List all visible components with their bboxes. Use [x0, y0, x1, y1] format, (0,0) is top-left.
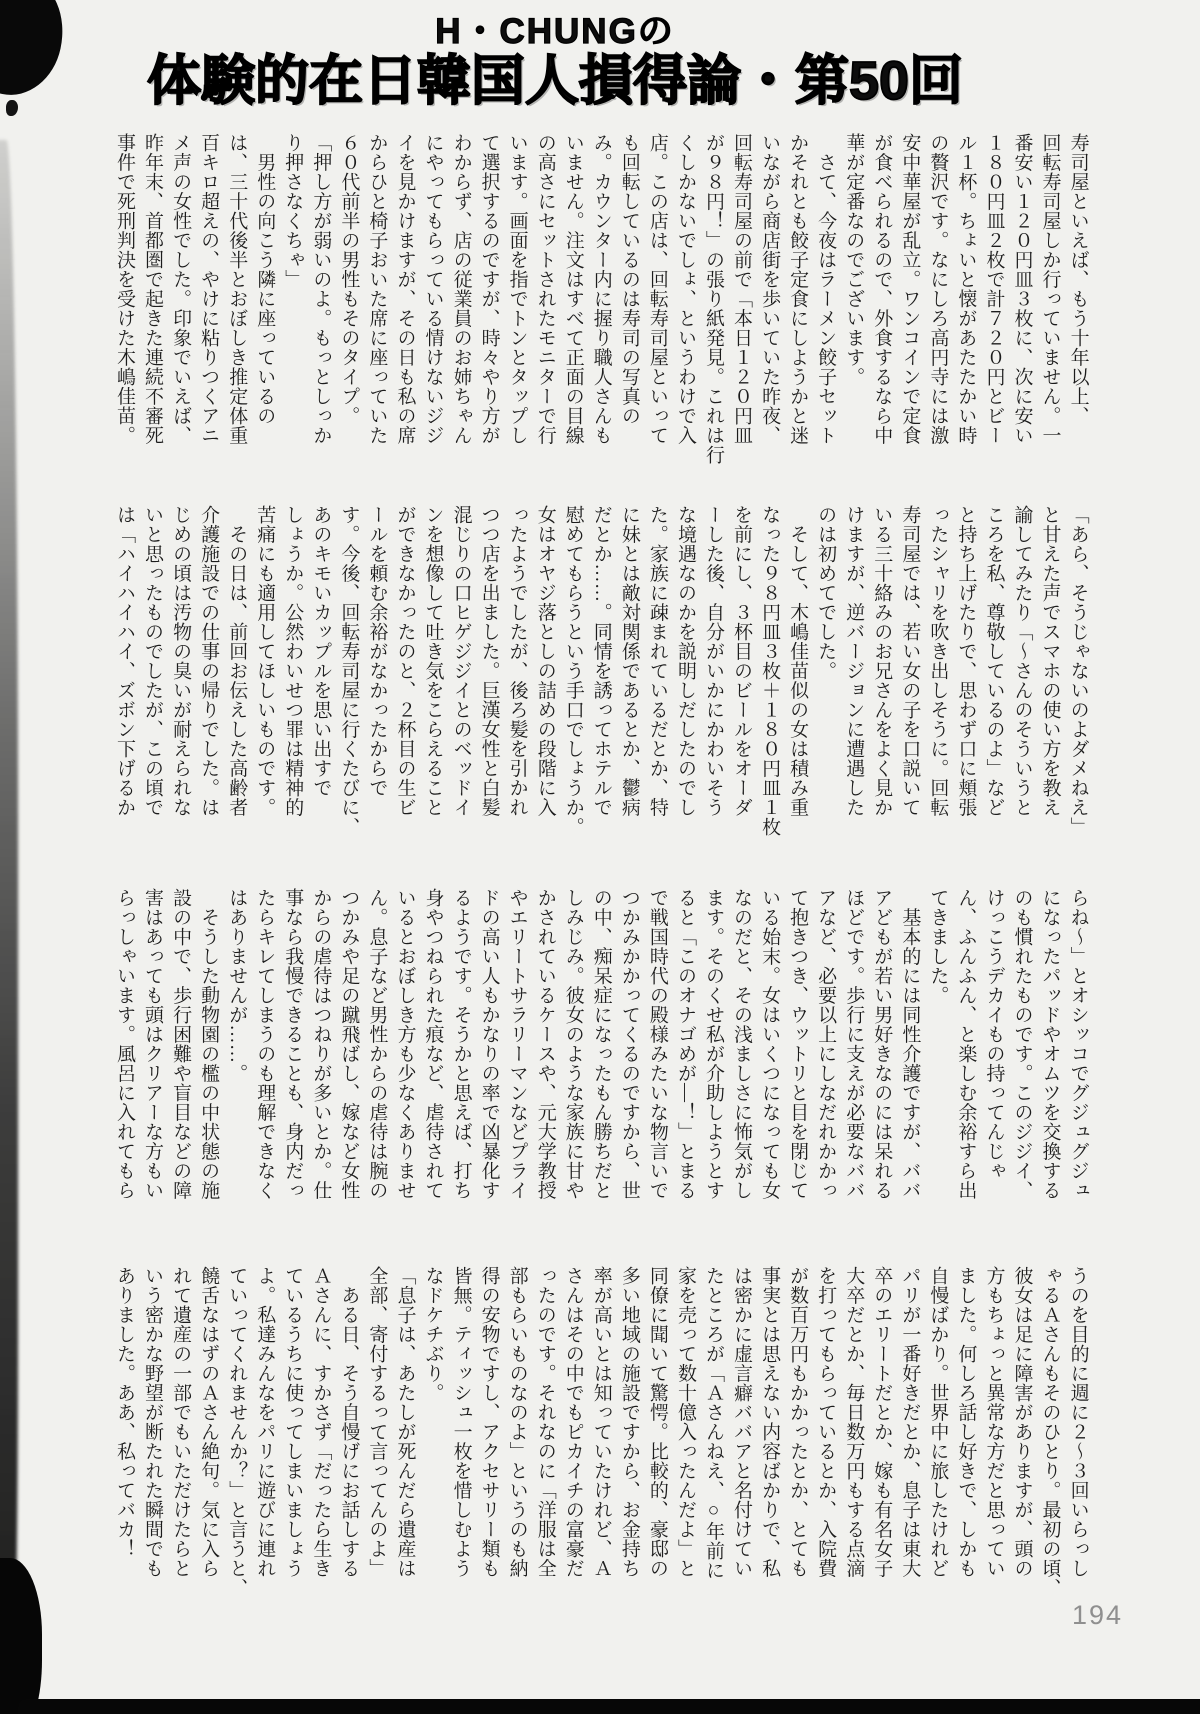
text-column: を打ってもらっているとか、入院費: [815, 1266, 837, 1578]
text-column: 饒舌なはずのＡさん絶句。気に入ら: [198, 1266, 220, 1578]
text-column: はありませんが……。: [226, 888, 248, 1083]
text-column: よ。私達みんなをパリに遊びに連れ: [254, 1266, 276, 1578]
text-column: 害はあっても頭はクリアーな方もい: [142, 888, 164, 1200]
text-column: けっこうデカイもの持ってんじゃ: [983, 888, 1005, 1181]
text-column: 家を売って数十億入ったんだよ」と: [674, 1266, 696, 1578]
text-column: になったパッドやオムツを交換する: [1039, 888, 1061, 1200]
text-column: その日は、前回お伝えした高齢者: [226, 505, 248, 817]
text-column: ました。何しろ話し好きで、しかも: [955, 1266, 977, 1578]
text-column: 皆無。ティッシュ一枚を惜しむよう: [450, 1266, 472, 1578]
text-column: 諭してみたり「～さんのそういうと: [1011, 505, 1033, 817]
text-column: ーした後、自分がいかにかわいそう: [702, 505, 724, 817]
text-column: ん。息子など男性からの虐待は腕の: [366, 888, 388, 1200]
text-column: 寿司屋といえば、もう十年以上、: [1067, 133, 1089, 426]
article-header: [60, 14, 1050, 109]
text-column: らっしゃいます。風呂に入れてもら: [114, 888, 135, 1200]
text-column: ある日、そう自慢げにお話しする: [338, 1266, 360, 1578]
text-column: 介護施設での仕事の帰りでした。は: [198, 505, 220, 817]
text-column: す。今後、回転寿司屋に行くたびに、: [338, 505, 360, 837]
text-column: を前にし、３杯目のビールをオーダ: [731, 505, 753, 817]
text-section-3: [110, 888, 1092, 1233]
text-column: あのキモいカップルを思い出すで: [310, 505, 332, 798]
text-column: の贅沢です。なにしろ高円寺には激: [927, 133, 949, 445]
text-column: くしかないでしょ、というわけで入: [674, 133, 696, 445]
text-column: 基本的には同性介護ですが、ババ: [899, 888, 921, 1200]
text-column: ころを私、尊敬しているのよ」など: [983, 505, 1005, 817]
scan-speck-top-left: [6, 100, 18, 116]
text-column: で戦国時代の殿様みたいな物言いで: [646, 888, 668, 1200]
text-column: 同僚に聞いて驚愕。比較的、豪邸の: [646, 1266, 668, 1578]
text-column: 事実とは思えない内容ばかりで、私: [759, 1266, 781, 1578]
column-title: 体験的在日韓国人損得論・第50回: [146, 50, 964, 111]
text-column: いながら商店街を歩いていた昨夜、: [759, 133, 781, 445]
text-column: のも慣れたものです。このジジイ、: [1011, 888, 1033, 1200]
text-section-2: [110, 505, 1092, 850]
text-column: て抱きつき、ウットリと目を閉じて: [787, 888, 809, 1200]
text-column: れて遺産の一部でもいただけたらと: [170, 1266, 192, 1578]
text-column: さて、今夜はラーメン餃子セット: [815, 133, 837, 445]
text-column: だとか……。同情を誘ってホテルで: [590, 505, 612, 817]
text-column: ます。そのくせ私が介助しようとす: [702, 888, 724, 1200]
text-column: 自慢ばかり。世界中に旅したけれど: [927, 1266, 949, 1578]
text-column: いと思ったものでしたが、この頃で: [142, 505, 164, 817]
text-column: 全部、寄付するって言ってんのよ」: [366, 1266, 388, 1578]
text-column: 安中華屋が乱立。ワンコインで定食: [899, 133, 921, 445]
text-column: からひと椅子おいた席に座っていた: [366, 133, 388, 445]
text-column: 「押し方が弱いのよ。もっとしっか: [310, 133, 332, 445]
text-column: て選択するのですが、時々やり方が: [478, 133, 500, 445]
text-column: つつ店を出ました。巨漢女性と白髪: [478, 505, 500, 817]
text-column: ほどです。歩行に支えが必要なババ: [843, 888, 865, 1200]
text-column: 百キロ超えの、やけに粘りつくアニ: [198, 133, 220, 445]
text-column: メ声の女性でした。印象でいえば、: [170, 133, 192, 445]
text-column: ると「このオナゴめが―！」とまる: [674, 888, 696, 1200]
text-column: からの虐待はつねりが多いとか。仕: [310, 888, 332, 1200]
text-column: しみじみ。彼女のような家族に甘や: [562, 888, 584, 1200]
text-column: ありました。ああ、私ってバカ！: [114, 1266, 135, 1559]
text-column: １８０円皿２枚で計７２０円とビー: [983, 133, 1005, 445]
text-column: 設の中で、歩行困難や盲目などの障: [170, 888, 192, 1200]
text-column: わからず、店の従業員のお姉ちゃん: [450, 133, 472, 445]
text-column: Ａさんに、すかさず「だったら生き: [310, 1266, 332, 1578]
text-column: 方もちょっと異常な方だと思ってい: [983, 1266, 1005, 1578]
text-column: 部もらいものなのよ」というのも納: [506, 1266, 528, 1578]
text-column: いう密かな野望が断たれた瞬間でも: [142, 1266, 164, 1578]
text-column: も回転しているのは寿司の写真の: [618, 133, 640, 426]
text-column: ったようでしたが、後ろ髪を引かれ: [506, 505, 528, 817]
text-column: 昨年末、首都圏で起きた連続不審死: [142, 133, 164, 445]
text-column: にやってもらっている情けないジジ: [422, 133, 444, 445]
text-column: 身やつねられた痕など、虐待されて: [422, 888, 444, 1200]
text-column: やエリートサラリーマンなどプライ: [506, 888, 528, 1200]
text-column: ル１杯。ちょいと懐があたたかい時: [955, 133, 977, 445]
text-column: は「ハイハイハイ、ズボン下げるか: [114, 505, 135, 817]
text-column: 多い地域の施設ですから、お金持ち: [618, 1266, 640, 1578]
text-column: イを見かけますが、その日も私の席: [394, 133, 416, 445]
text-column: 店。この店は、回転寿司屋といって: [646, 133, 668, 445]
text-column: そして、木嶋佳苗似の女は積み重: [787, 505, 809, 817]
text-column: に妹とは敵対関係であるとか、鬱病: [618, 505, 640, 817]
text-column: 「息子は、あたしが死んだら遺産は: [394, 1266, 416, 1578]
text-column: た。家族に疎まれているだとか、特: [646, 505, 668, 817]
text-column: ゃるＡさんもそのひとり。最初の頃、: [1039, 1266, 1061, 1598]
text-column: 番安い１２０円皿３枚に、次に安い: [1011, 133, 1033, 445]
text-column: てきました。: [927, 888, 949, 1005]
text-column: の中、痴呆症になったもん勝ちだと: [590, 888, 612, 1200]
text-column: たらキレてしまうのも理解できなく: [254, 888, 276, 1200]
text-column: じめの頃は汚物の臭いが耐えられな: [170, 505, 192, 817]
page-number: 194: [1072, 1600, 1124, 1630]
text-column: が９８円！」の張り紙発見。これは行: [702, 133, 724, 465]
text-column: つかみや足の蹴飛ばし、嫁など女性: [338, 888, 360, 1200]
scan-bottom-bar: [18, 1699, 1200, 1714]
text-column: 回転寿司屋の前で「本日１２０円皿: [731, 133, 753, 445]
text-section-1: [110, 133, 1092, 478]
text-column: 大卒だとか、毎日数万円もする点滴: [843, 1266, 865, 1578]
text-column: うのを目的に週に２～３回いらっし: [1067, 1266, 1089, 1578]
text-column: 寿司屋では、若い女の子を口説いて: [899, 505, 921, 817]
text-column: いる始末。女はいくつになっても女: [759, 888, 781, 1200]
text-column: り押さなくちゃ」: [282, 133, 304, 289]
text-column: な境遇なのかを説明しだしたのでし: [674, 505, 696, 817]
text-column: が食べられるので、外食するなら中: [871, 133, 893, 445]
text-column: ンを想像して吐き気をこらえること: [422, 505, 444, 817]
text-column: 回転寿司屋しか行っていません。一: [1039, 133, 1061, 445]
text-column: のは初めてでした。: [815, 505, 837, 681]
text-column: 慰めてもらうという手口でしょうか。: [562, 505, 584, 837]
text-column: 女はオヤジ落としの詰めの段階に入: [534, 505, 556, 817]
text-column: 得の安物ですし、アクセサリー類も: [478, 1266, 500, 1578]
text-column: つかみかかってくるのですから、世: [618, 888, 640, 1200]
text-column: 事なら我慢できることも、身内だっ: [282, 888, 304, 1200]
text-column: 華が定番なのでございます。: [843, 133, 865, 387]
text-column: そうした動物園の檻の中状態の施: [198, 888, 220, 1200]
text-column: 混じりの口ヒゲジジイとのベッドイ: [450, 505, 472, 817]
text-column: ん、ふんふん、と楽しむ余裕すら出: [955, 888, 977, 1200]
text-column: ６０代前半の男性もそのタイプ。: [338, 133, 360, 426]
text-column: ールを頼む余裕がなかったからで: [366, 505, 388, 798]
text-section-4: [110, 1266, 1092, 1611]
text-column: ったシャリを吹き出しそうに。回転: [927, 505, 949, 817]
text-column: しょうか。公然わいせつ罪は精神的: [282, 505, 304, 817]
text-column: なった９８円皿３枚＋１８０円皿１枚: [759, 505, 781, 837]
text-column: 「あら、そうじゃないのよダメねえ」: [1067, 505, 1089, 837]
text-column: アどもが若い男好きなのには呆れる: [871, 888, 893, 1200]
text-column: が数百万円もかかったとか、とても: [787, 1266, 809, 1578]
text-column: と甘えた声でスマホの使い方を教え: [1039, 505, 1061, 817]
text-column: ているうちに使ってしまいましょう: [282, 1266, 304, 1578]
text-column: るようです。そうかと思えば、打ち: [450, 888, 472, 1200]
text-column: います。画面を指でトンとタップし: [506, 133, 528, 445]
text-column: ていってくれませんか？」と言うと、: [226, 1266, 248, 1598]
text-column: けますが、逆バージョンに遭遇した: [843, 505, 865, 817]
text-column: 卒のエリートだとか、嫁も有名女子: [871, 1266, 893, 1578]
text-column: ったのです。それなのに「洋服は全: [534, 1266, 556, 1578]
text-column: いる三十絡みのお兄さんをよく見か: [871, 505, 893, 817]
scan-smudge-bottom-left: [0, 1558, 42, 1714]
text-column: らね～」とオシッコでグジュグジュ: [1067, 888, 1089, 1200]
text-column: かされているケースや、元大学教授: [534, 888, 556, 1200]
text-column: さんはその中でもピカイチの富豪だ: [562, 1266, 584, 1578]
text-column: 事件で死刑判決を受けた木嶋佳苗。: [114, 133, 135, 445]
text-column: パリが一番好きだとか、息子は東大: [899, 1266, 921, 1578]
text-column: 苦痛にも適用してほしいものです。: [254, 505, 276, 817]
text-column: いるとおぼしき方も少なくありませ: [394, 888, 416, 1200]
text-column: の高さにセットされたモニターで行: [534, 133, 556, 445]
column-author: H・CHUNGの: [435, 12, 675, 51]
text-column: は密かに虚言癖ババアと名付けてい: [731, 1266, 753, 1578]
text-column: と持ち上げたりで、思わず口に頬張: [955, 505, 977, 817]
text-column: なドケチぶり。: [422, 1266, 444, 1403]
text-column: かそれとも餃子定食にしようかと迷: [787, 133, 809, 445]
text-column: ドの高い人もかなりの率で凶暴化す: [478, 888, 500, 1200]
text-column: は、三十代後半とおぼしき推定体重: [226, 133, 248, 445]
scan-smudge-left-edge: [0, 140, 18, 1714]
text-column: 率が高いとは知っていたけれど、Ａ: [590, 1266, 612, 1578]
text-column: 男性の向こう隣に座っているの: [254, 133, 276, 426]
text-column: み。カウンター内に握り職人さんも: [590, 133, 612, 445]
text-column: ができなかったのと、２杯目の生ビ: [394, 505, 416, 817]
text-column: 彼女は足に障害がありますが、頭の: [1011, 1266, 1033, 1578]
text-column: いません。注文はすべて正面の目線: [562, 133, 584, 445]
text-column: たところが「Ａさんねえ、○年前に: [702, 1266, 724, 1580]
text-column: なのだと、その浅ましさに怖気がし: [731, 888, 753, 1200]
text-column: アなど、必要以上にしなだれかかっ: [815, 888, 837, 1200]
